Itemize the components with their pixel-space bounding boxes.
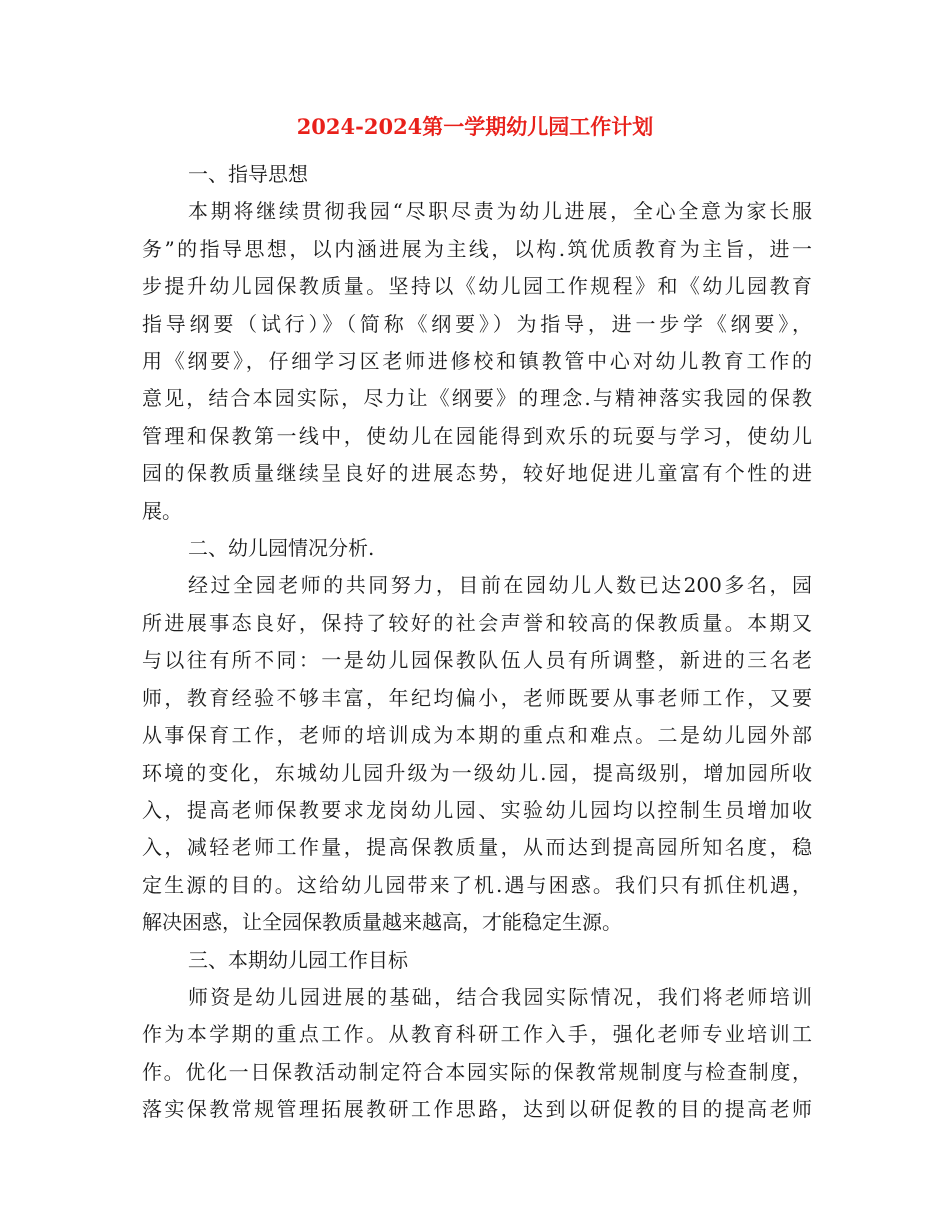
- text-line: 意见，结合本园实际，尽力让《纲要》的理念.与精神落实我园的保教: [142, 386, 812, 411]
- section-heading: 一、指导思想: [188, 162, 308, 186]
- text-line: 入，减轻老师工作量，提高保教质量，从而达到提高园所知名度，稳: [142, 835, 812, 860]
- text-line: 解决困惑，让全园保教质量越来越高，才能稳定生源。: [142, 910, 622, 935]
- text-line: 步提升幼儿园保教质量。坚持以《幼儿园工作规程》和《幼儿园教育: [142, 274, 812, 299]
- text-line: 务”的指导思想，以内涵进展为主线，以构.筑优质教育为主旨，进一: [142, 236, 812, 261]
- document-body: [142, 156, 812, 1129]
- paragraph: [142, 567, 812, 941]
- text-line: 落实保教常规管理拓展教研工作思路，达到以研促教的目的提高老师: [142, 1097, 812, 1122]
- text-line: 师，教育经验不够丰富，年纪均偏小，老师既要从事老师工作，又要: [142, 685, 812, 710]
- text-line: 师资是幼儿园进展的基础，结合我园实际情况，我们将老师培训: [188, 984, 812, 1009]
- text-line: 与以往有所不同：一是幼儿园保教队伍人员有所调整，新进的三名老: [142, 648, 812, 673]
- text-line: 展。: [142, 498, 182, 523]
- text-line: 经过全园老师的共同努力，目前在园幼儿人数已达200多名，园: [188, 573, 812, 598]
- text-line: 园的保教质量继续呈良好的进展态势，较好地促进儿童富有个性的进: [142, 461, 812, 486]
- text-line: 作。优化一日保教活动制定符合本园实际的保教常规制度与检查制度，: [142, 1059, 812, 1084]
- paragraph: [142, 193, 812, 530]
- text-line: 所进展事态良好，保持了较好的社会声誉和较高的保教质量。本期又: [142, 610, 812, 635]
- text-line: 从事保育工作，老师的培训成为本期的重点和难点。二是幼儿园外部: [142, 723, 812, 748]
- text-line: 指导纲要（试行）》（简称《纲要》）为指导，进一步学《纲要》，: [142, 311, 812, 336]
- text-line: 入，提高老师保教要求龙岗幼儿园、实验幼儿园均以控制生员增加收: [142, 797, 812, 822]
- text-line: 管理和保教第一线中，使幼儿在园能得到欢乐的玩耍与学习，使幼儿: [142, 423, 812, 448]
- text-line: 本期将继续贯彻我园“尽职尽责为幼儿进展，全心全意为家长服: [188, 199, 812, 224]
- text-line: 定生源的目的。这给幼儿园带来了机.遇与困惑。我们只有抓住机遇，: [142, 872, 812, 897]
- section-heading: 三、本期幼儿园工作目标: [188, 947, 408, 972]
- document-title: 2024-2024第一学期幼儿园工作计划: [296, 114, 654, 139]
- text-line: 用《纲要》，仔细学习区老师进修校和镇教管中心对幼儿教育工作的: [142, 349, 812, 374]
- text-line: 环境的变化，东城幼儿园升级为一级幼儿.园，提高级别，增加园所收: [142, 760, 812, 785]
- section-heading: 二、幼儿园情况分析.: [188, 536, 375, 561]
- paragraph: [142, 979, 812, 1129]
- text-line: 作为本学期的重点工作。从教育科研工作入手，强化老师专业培训工: [142, 1022, 812, 1047]
